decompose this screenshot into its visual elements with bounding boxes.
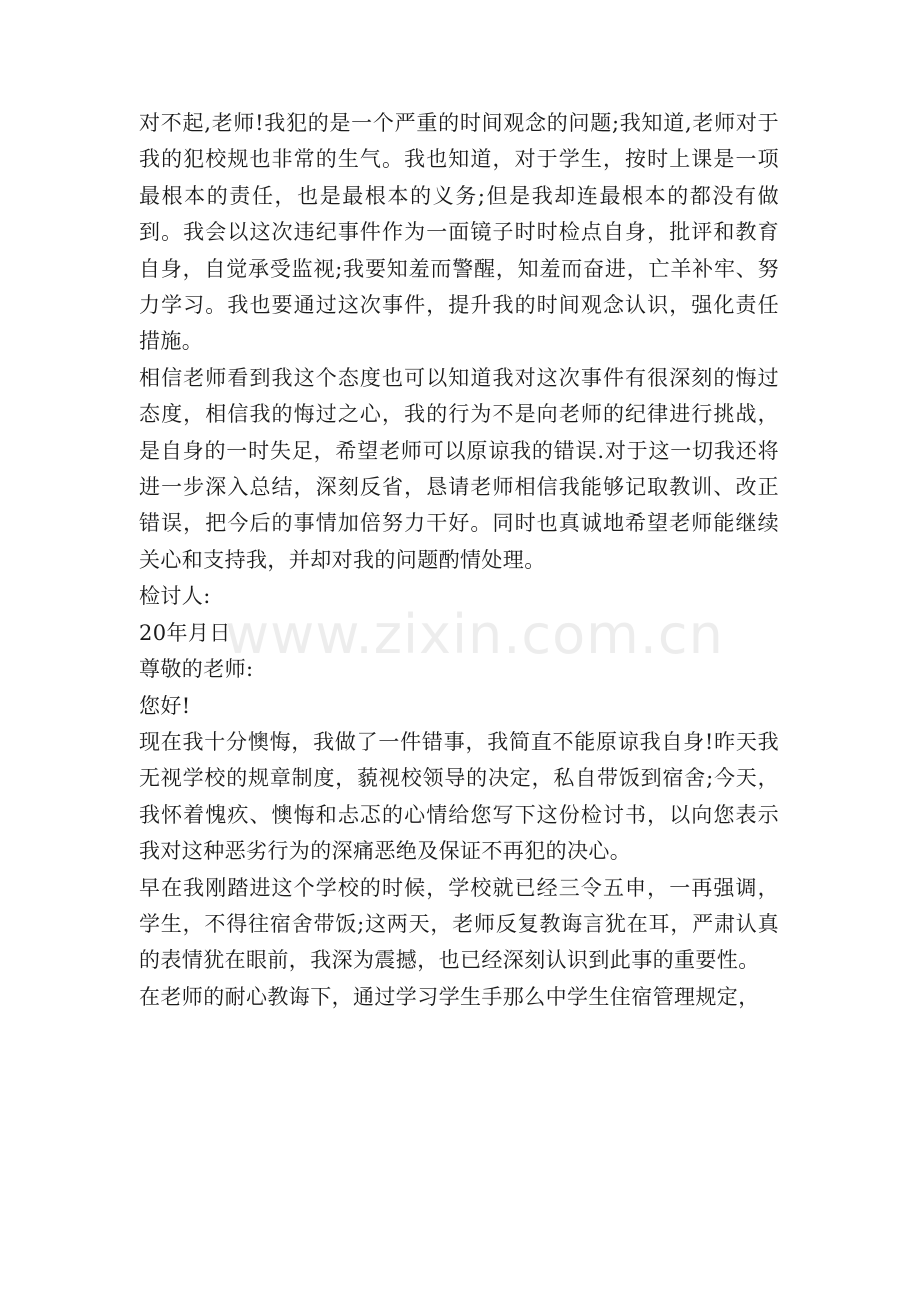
greeting: 您好! [139,693,191,718]
paragraph-school-rules: 早在我刚踏进这个学校的时候，学校就已经三令五申，一再强调，学生，不得往宿舍带饭;这两天，老师反复教诲言犹在耳，严肃认真的表情犹在眼前，我深为震撼，也已经深刻认识到此事的重要性。 [139,875,779,973]
paragraph-regret: 现在我十分懊悔，我做了一件错事，我简直不能原谅我自身!昨天我无视学校的规章制度，藐视校领导的决定，私自带饭到宿舍;今天，我怀着愧疚、懊悔和忐忑的心情给您写下这份检讨书，以向您表示我对这种恶劣行为的深痛恶绝及保证不再犯的决心。 [139,729,779,864]
paragraph-remorse: 相信老师看到我这个态度也可以知道我对这次事件有很深刻的悔过态度，相信我的悔过之心，我的行为不是向老师的纪律进行挑战，是自身的一时失足，希望老师可以原谅我的错误.对于这一切我还将进一步深入总结，深刻反省，恳请老师相信我能够记取教训、改正错误，把今后的事情加倍努力干好。同时也真诚地希望老师能继续关心和支持我，并却对我的问题酌情处理。 [139,365,779,572]
salutation: 尊敬的老师: [139,657,254,682]
paragraph-teacher-guidance: 在老师的耐心教诲下，通过学习学生手那么中学生住宿管理规定， [139,984,760,1009]
paragraph-apology: 对不起,老师!我犯的是一个严重的时间观念的问题;我知道,老师对于我的犯校规也非常的生气。我也知道，对于学生，按时上课是一项最根本的责任，也是最根本的义务;但是我却连最根本的都没有做到。我会以这次违纪事件作为一面镜子时时检点自身，批评和教育自身，自觉承受监视;我要知羞而警醒，知羞而奋进，亡羊补牢、努力学习。我也要通过这次事件，提升我的时间观念认识，强化责任措施。 [139,111,779,354]
watermark-text: www.zixin.com.cn [225,603,724,666]
date-line: 20年月日 [139,620,231,645]
document-body [139,105,779,1015]
signature-label: 检讨人: [139,584,211,609]
